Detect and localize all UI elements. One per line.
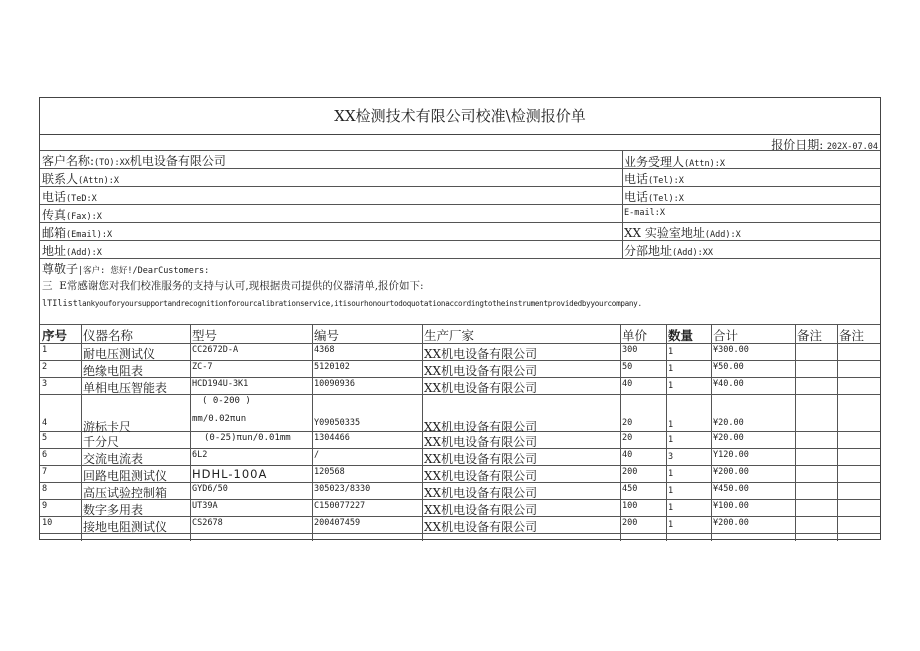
cell-name: 数字多用表 (83, 503, 144, 517)
cell-total: ¥20.00 (713, 418, 744, 428)
cell-price: 200 (622, 518, 638, 528)
tel-label: 电话 (624, 172, 649, 186)
cell-maker: XX机电设备有限公司 (424, 486, 538, 500)
cell-name: 耐电压测试仪 (83, 347, 156, 361)
mail-value: (Email):X (66, 230, 113, 240)
col-serial: 编号 (314, 328, 340, 343)
cell-qty: 1 (668, 520, 674, 530)
col-maker: 生产厂家 (424, 328, 475, 343)
cell-price: 300 (622, 345, 638, 355)
cell-name: 交流电流表 (83, 452, 144, 466)
greeting-prefix-3: lTIlist (42, 299, 78, 309)
cell-name: 接地电阻测试仪 (83, 520, 168, 534)
cell-maker: XX机电设备有限公司 (424, 381, 538, 395)
addr-label: 地址 (42, 244, 67, 258)
cell-model: (0-25)πun/0.01mm (204, 433, 291, 443)
contact-label: 联系人 (42, 172, 79, 186)
greeting-line-2 (42, 278, 424, 293)
cell-serial: 1304466 (314, 433, 350, 443)
cell-serial: 305023/8330 (314, 484, 371, 494)
mail-label: 邮箱 (42, 226, 67, 240)
cell-no: 5 (42, 433, 48, 443)
cell-total: ¥50.00 (713, 362, 744, 372)
cell-model: HDHL-100A (192, 467, 268, 481)
fax-label: 传真 (42, 208, 67, 222)
cell-qty: 1 (668, 347, 674, 357)
handler-label: 业务受理人 (624, 155, 685, 169)
cell-no: 2 (42, 362, 48, 372)
cell-total: ¥40.00 (713, 379, 744, 389)
addr-value: (Add):X (66, 248, 102, 258)
cell-price: 100 (622, 501, 638, 511)
fax-value: (Fax):X (66, 212, 102, 222)
tel3-label: 电话 (624, 190, 649, 204)
lab-value: (Add):X (704, 230, 741, 240)
cell-no: 6 (42, 450, 48, 460)
cell-maker: XX机电设备有限公司 (424, 503, 538, 517)
greeting-line-3 (42, 296, 878, 309)
branch-label: 分部地址 (624, 244, 673, 258)
cell-model: 6L2 (192, 450, 208, 460)
cell-no: 8 (42, 484, 48, 494)
lab-label: XX 实验室地址 (624, 226, 705, 240)
cell-total: ¥300.00 (713, 345, 749, 355)
col-total: 合计 (713, 328, 739, 343)
tel3-value: (Tel):X (648, 194, 684, 204)
greeting-line-1 (42, 260, 209, 277)
cell-name: 单相电压智能表 (83, 381, 168, 395)
cell-qty: 1 (668, 420, 674, 430)
document-title: XX检测技术有限公司校准\检测报价单 (40, 98, 880, 135)
cell-serial: 120568 (314, 467, 345, 477)
cell-total: ¥450.00 (713, 484, 749, 494)
contact-field (42, 170, 119, 187)
cell-maker: XX机电设备有限公司 (424, 347, 538, 361)
col-remark-1: 备注 (797, 328, 823, 343)
branch-value: (Add):XX (672, 248, 713, 258)
customer-value: (TO):XX (94, 158, 130, 168)
greeting-prefix-2: 三 (42, 280, 53, 292)
cell-no: 3 (42, 379, 48, 389)
contact-value: (Attn):X (78, 176, 119, 186)
cell-price: 20 (622, 433, 633, 443)
cell-serial: 10090936 (314, 379, 355, 389)
cell-serial: 4368 (314, 345, 335, 355)
cell-no: 4 (42, 418, 48, 428)
col-qty: 数量 (668, 328, 694, 343)
cell-qty: 1 (668, 469, 674, 479)
cell-price: 50 (622, 362, 633, 372)
cell-serial: Y09050335 (314, 418, 361, 428)
cell-price: 450 (622, 484, 638, 494)
lab-field (624, 224, 741, 241)
quote-date-label: 报价日期: (771, 138, 824, 152)
tel2-field (42, 188, 97, 205)
cell-qty: 1 (668, 435, 674, 445)
cell-price: 200 (622, 467, 638, 477)
customer-field (42, 152, 226, 169)
tel-field (624, 170, 684, 187)
greeting-text-3: lankyouforyoursupportandrecognitionforourcalibrationservice,itisourhonourtodoquotationaccordingtotheinstrumentprovidedbyyourcompany. (77, 299, 642, 308)
cell-qty: 1 (668, 364, 674, 374)
col-price: 单价 (622, 328, 648, 343)
cell-name: 游标卡尺 (83, 420, 132, 434)
greeting-text-2: E常感谢您对我们校准服务的支持与认可,现根据贵司提供的仪器清单,报价如下: (59, 280, 424, 292)
cell-qty: 3 (668, 452, 674, 462)
cell-maker: XX机电设备有限公司 (424, 469, 538, 483)
cell-serial: 5120102 (314, 362, 350, 372)
cell-price: 40 (622, 450, 633, 460)
cell-name: 回路电阻测试仪 (83, 469, 168, 483)
greeting-text-1: |客户: 您好!/DearCustomers: (78, 266, 210, 276)
tel3-field (624, 188, 684, 205)
cell-model: CC2672D-A (192, 345, 239, 355)
cell-model: ZC-7 (192, 362, 213, 372)
cell-total: ¥200.00 (713, 467, 749, 477)
cell-serial: / (314, 450, 320, 460)
cell-total: Y120.00 (713, 450, 749, 460)
cell-model: CS2678 (192, 518, 223, 528)
cell-maker: XX机电设备有限公司 (424, 435, 538, 449)
email-right: E-mail:X (624, 208, 665, 218)
cell-qty: 1 (668, 381, 674, 391)
cell-model: UT39A (192, 501, 218, 511)
cell-price: 20 (622, 418, 633, 428)
cell-serial: 200407459 (314, 518, 361, 528)
cell-total: ¥20.00 (713, 433, 744, 443)
cell-model: GYD6/50 (192, 484, 228, 494)
col-no: 序号 (42, 328, 68, 343)
col-remark-2: 备注 (839, 328, 865, 343)
cell-no: 9 (42, 501, 48, 511)
addr-field (42, 242, 102, 259)
branch-field (624, 242, 713, 259)
cell-price: 40 (622, 379, 633, 389)
fax-field (42, 206, 102, 223)
cell-name: 高压试验控制箱 (83, 486, 168, 500)
tel2-value: (TeD:X (66, 194, 97, 204)
cell-name: 绝缘电阻表 (83, 364, 144, 378)
customer-name: 机电设备有限公司 (129, 154, 226, 168)
col-name: 仪器名称 (83, 328, 134, 343)
cell-qty: 1 (668, 486, 674, 496)
cell-name: 千分尺 (83, 435, 120, 449)
cell-maker: XX机电设备有限公司 (424, 520, 538, 534)
cell-no: 7 (42, 467, 48, 477)
cell-maker: XX机电设备有限公司 (424, 420, 538, 434)
mail-field (42, 224, 112, 241)
cell-maker: XX机电设备有限公司 (424, 452, 538, 466)
cell-qty: 1 (668, 503, 674, 513)
customer-label: 客户名称: (42, 154, 95, 168)
cell-model-range: mm/0.02πun (192, 414, 247, 424)
cell-model: HCD194U-3K1 (192, 379, 249, 389)
quotation-sheet (39, 97, 881, 540)
cell-maker: XX机电设备有限公司 (424, 364, 538, 378)
handler-value: (Attn):X (684, 159, 725, 169)
col-model: 型号 (192, 328, 218, 343)
cell-total: ¥200.00 (713, 518, 749, 528)
cell-no: 1 (42, 345, 48, 355)
tel2-label: 电话 (42, 190, 67, 204)
cell-total: ¥100.00 (713, 501, 749, 511)
quote-date-value: 202X-07.04 (826, 142, 878, 152)
cell-no: 10 (42, 518, 53, 528)
cell-model: ( 0-200 ) (202, 396, 251, 406)
cell-serial: C150077227 (314, 501, 366, 511)
greeting-prefix-1: 尊敬子 (42, 262, 79, 276)
tel-value: (Tel):X (648, 176, 684, 186)
